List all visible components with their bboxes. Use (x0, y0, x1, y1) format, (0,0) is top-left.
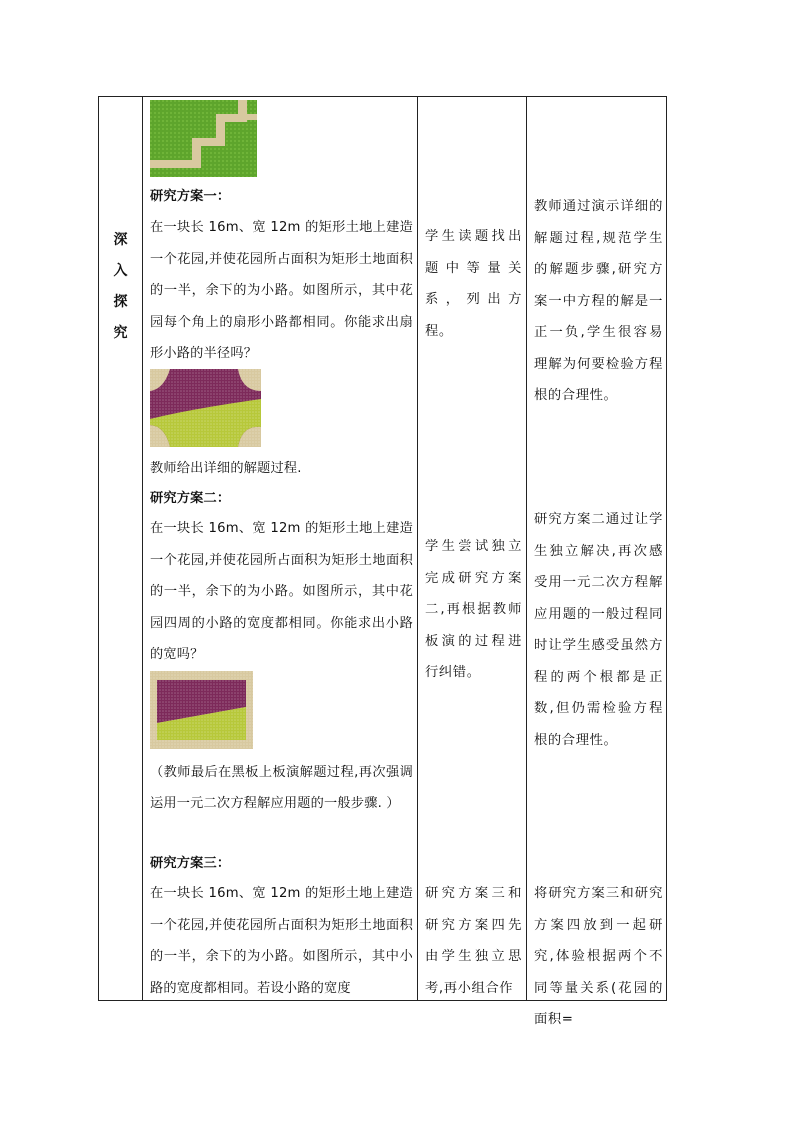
stage-char: 深 (113, 232, 128, 248)
student-activity-1: 学生读题找出题中等量关系，列出方程。 (425, 229, 522, 339)
design-intent-2: 研究方案二通过让学生独立解决,再次感受用一元二次方程解应用题的一般过程同时让学生感受虽然方程的两个根都是正数,但仍需检验方程根的合理性。 (534, 512, 663, 748)
stage-label (99, 225, 142, 349)
lesson-table (98, 96, 667, 1027)
plan3-text: 在一块长 16m、宽 12m 的矩形土地上建造一个花园,并使花园所占面积为矩形土地面积的一半，余下的为小路。如图所示，其中小路的宽度都相同。若设小路的宽度 (150, 886, 413, 996)
design-intent-3: 将研究方案三和研究方案四放到一起研究,体验根据两个不同等量关系(花园的面积= (534, 886, 663, 1027)
plan2-title: 研究方案二： (150, 491, 231, 506)
border-path-garden-image (150, 671, 253, 749)
stage-char: 究 (113, 325, 128, 341)
student-activity-2: 学生尝试独立完成研究方案二,再根据教师板演的过程进行纠错。 (425, 539, 522, 680)
teaching-content-column (143, 97, 417, 1000)
design-intent-column (527, 97, 667, 1027)
student-activity-column (418, 97, 526, 1000)
student-activity-3: 研究方案三和研究方案四先由学生独立思考,再小组合作 (425, 886, 522, 996)
garden-path-image (150, 100, 257, 177)
plan3-title: 研究方案三： (150, 856, 231, 871)
plan1-text: 在一块长 16m、宽 12m 的矩形土地上建造一个花园,并使花园所占面积为矩形土地面积的一半，余下的为小路。如图所示，其中花园每个角上的扇形小路都相同。你能求出扇形小路的半径吗？ (150, 220, 413, 361)
plan2-text: 在一块长 16m、宽 12m 的矩形土地上建造一个花园,并使花园所占面积为矩形土地面积的一半，余下的为小路。如图所示，其中花园四周的小路的宽度都相同。你能求出小路的宽吗？ (150, 521, 413, 662)
stage-char: 入 (113, 263, 128, 279)
teacher-note-1: 教师给出详细的解题过程. (150, 461, 302, 476)
stage-char: 探 (113, 294, 128, 310)
design-intent-1: 教师通过演示详细的解题过程,规范学生的解题步骤,研究方案一中方程的解是一正一负,学生很容易理解为何要检验方程根的合理性。 (534, 199, 663, 403)
sector-garden-image (150, 369, 261, 447)
plan1-title: 研究方案一： (150, 189, 231, 204)
teacher-note-2: （教师最后在黑板上板演解题过程,再次强调运用一元二次方程解应用题的一般步骤. ） (150, 765, 413, 812)
